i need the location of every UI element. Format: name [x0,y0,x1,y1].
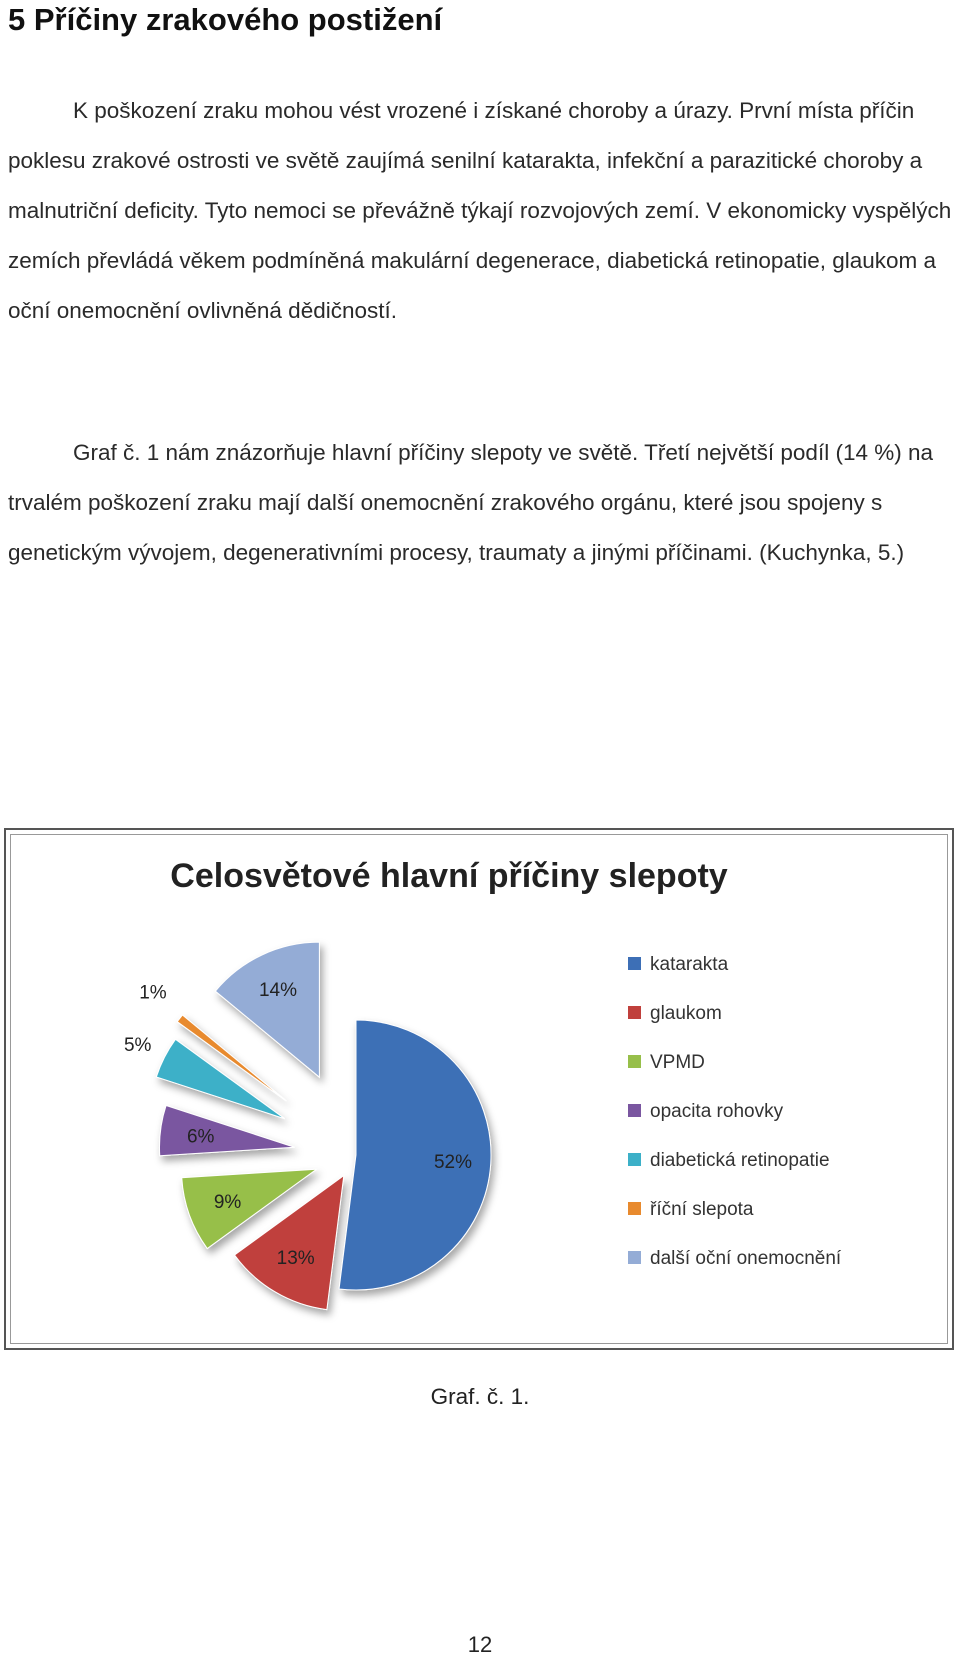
legend-label-další-oční-onemocnění: další oční onemocnění [650,1248,842,1269]
legend-label-katarakta: katarakta [650,954,729,975]
legend-label-opacita-rohovky: opacita rohovky [650,1101,784,1122]
legend-swatch-říční-slepota [628,1202,641,1215]
legend-swatch-VPMD [628,1055,641,1068]
page-number: 12 [467,1632,493,1657]
legend-swatch-diabetická-retinopatie [628,1153,641,1166]
legend-label-říční-slepota: říční slepota [650,1199,754,1220]
pie-label-VPMD: 9% [213,1192,242,1214]
paragraph-graph-text: Graf č. 1 nám znázorňuje hlavní příčiny slepoty ve světě. Třetí největší podíl (14 %) na trvalém poškození zraku mají další onemocnění zrakového orgánu, které jsou spojeny s genetickým vývojem, degenerativními procesy, traumaty a jinými příčinami. (Kuchynka, 5.) [8,440,933,565]
chart-area [10,834,948,1344]
legend-label-diabetická-retinopatie: diabetická retinopatie [650,1150,830,1171]
legend-swatch-další-oční-onemocnění [628,1251,641,1264]
paragraph-causes-text: K poškození zraku mohou vést vrozené i získané choroby a úrazy. První místa příčin poklesu zrakové ostrosti ve světě zaujímá senilní katarakta, infekční a parazitické choroby a malnutriční deficity. Tyto nemoci se převážně týkají rozvojových zemí. V ekonomicky vyspělých zemích převládá věkem podmíněná makulární degenerace, diabetická retinopatie, glaukom a oční onemocnění ovlivněná dědičností. [8,98,952,323]
paragraph-causes [8,86,960,336]
pie-chart [11,835,951,1347]
chart-frame [4,828,954,1350]
pie-label-další-oční-onemocnění: 14% [258,980,298,1002]
pie-label-katarakta: 52% [433,1152,473,1174]
pie-label-říční-slepota: 1% [139,982,167,1004]
paragraph-graph-description [8,428,960,578]
legend-swatch-opacita-rohovky [628,1104,641,1117]
pie-label-glaukom: 13% [276,1247,315,1269]
pie-label-opacita-rohovky: 6% [186,1126,215,1148]
chart-title: Celosvětové hlavní příčiny slepoty [170,857,728,895]
legend-swatch-katarakta [628,957,641,970]
legend-label-VPMD: VPMD [650,1052,705,1073]
figure-caption: Graf. č. 1. [430,1384,530,1409]
pie-label-diabetická-retinopatie: 5% [123,1034,152,1056]
legend-swatch-glaukom [628,1006,641,1019]
page-heading: 5 Příčiny zrakového postižení [8,2,443,37]
legend-label-glaukom: glaukom [650,1003,722,1024]
